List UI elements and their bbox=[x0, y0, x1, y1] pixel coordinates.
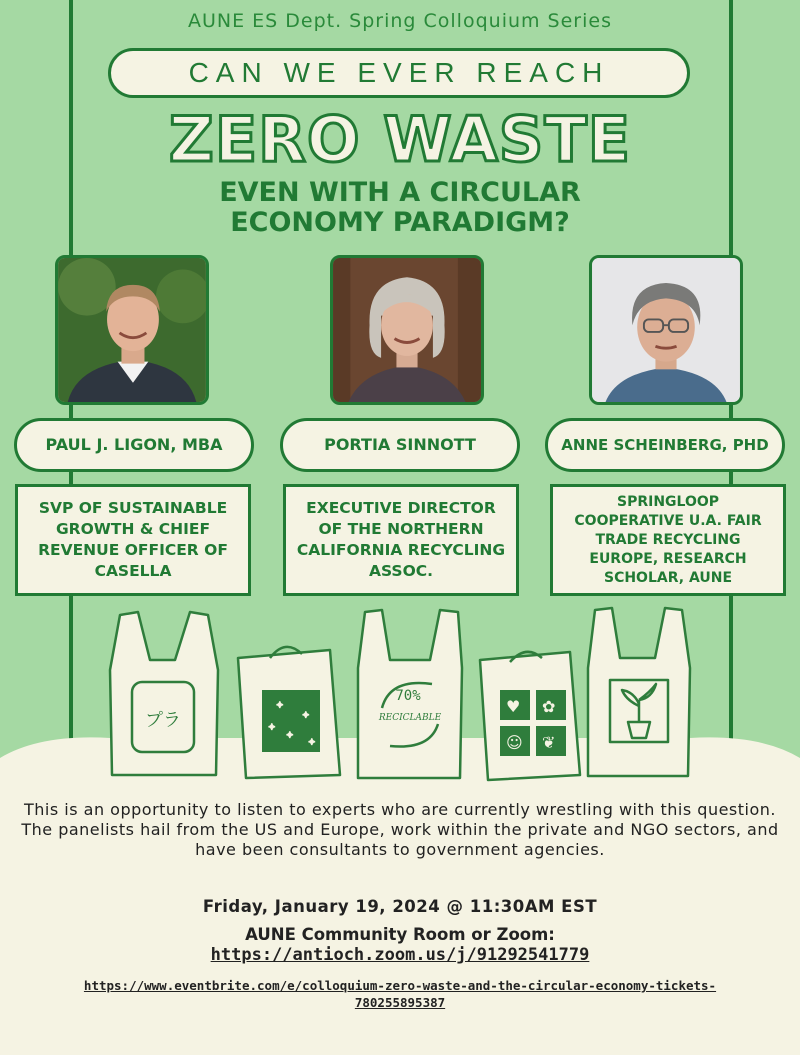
icons-bag-icon bbox=[480, 652, 580, 780]
recyclable-label: RECICLABLE bbox=[378, 713, 442, 723]
speaker-name-sinnott: PORTIA SINNOTT bbox=[280, 418, 520, 472]
starry-bag-icon bbox=[238, 647, 340, 778]
recycle-bag-icon bbox=[110, 612, 218, 775]
subheadline-line2: ECONOMY PARADIGM? bbox=[230, 207, 570, 238]
portrait-man-icon bbox=[58, 258, 206, 402]
series-title: AUNE ES Dept. Spring Colloquium Series bbox=[187, 10, 612, 32]
shopping-bags-illustration bbox=[90, 600, 710, 785]
portrait-woman-icon bbox=[333, 258, 481, 402]
recycle-percent: 70% bbox=[395, 688, 421, 704]
event-location: AUNE Community Room or Zoom: bbox=[245, 925, 555, 944]
svg-text:✦: ✦ bbox=[286, 731, 294, 741]
speaker-photo-ligon bbox=[55, 255, 209, 405]
svg-text:♥: ♥ bbox=[506, 697, 521, 716]
svg-text:❦: ❦ bbox=[542, 733, 556, 752]
svg-text:✦: ✦ bbox=[302, 711, 310, 721]
speaker-title-sinnott-text: EXECUTIVE DIRECTOR OF THE NORTHERN CALIFORNIA RECYCLING ASSOC. bbox=[296, 499, 506, 580]
headline: ZERO WASTE bbox=[168, 103, 632, 176]
speaker-name-scheinberg: ANNE SCHEINBERG, PHD bbox=[545, 418, 785, 472]
speaker-title-ligon-text: SVP OF SUSTAINABLE GROWTH & CHIEF REVENUE OFFICER OF CASELLA bbox=[38, 499, 228, 580]
zoom-link[interactable]: https://antioch.zoom.us/j/91292541779 bbox=[210, 945, 590, 965]
speaker-title-scheinberg-text: SPRINGLOOP COOPERATIVE U.A. FAIR TRADE RECYCLING EUROPE, RESEARCH SCHOLAR, AUNE bbox=[574, 493, 762, 586]
svg-text:✦: ✦ bbox=[276, 701, 284, 711]
speaker-title-sinnott bbox=[283, 484, 519, 596]
speaker-photo-sinnott bbox=[330, 255, 484, 405]
portrait-woman-glasses-icon bbox=[592, 258, 740, 402]
svg-text:✦: ✦ bbox=[308, 738, 316, 748]
event-date: Friday, January 19, 2024 @ 11:30AM EST bbox=[202, 897, 598, 916]
plant-bag-icon bbox=[588, 608, 690, 776]
speaker-name-ligon: PAUL J. LIGON, MBA bbox=[14, 418, 254, 472]
subheadline bbox=[0, 178, 800, 238]
event-description: This is an opportunity to listen to experts who are currently wrestling with this question. The panelists hail from the US and Europe, work within the private and NGO sectors, and have been consultants to government agencies. bbox=[21, 800, 779, 859]
eventbrite-link[interactable]: https://www.eventbrite.com/e/colloquium-zero-waste-and-the-circular-economy-tickets-780255895387 bbox=[83, 978, 717, 1010]
plastic-mark: プラ bbox=[145, 710, 181, 731]
speaker-title-ligon bbox=[15, 484, 251, 596]
svg-text:✦: ✦ bbox=[268, 723, 276, 733]
svg-text:✿: ✿ bbox=[542, 697, 556, 716]
subheadline-line1: EVEN WITH A CIRCULAR bbox=[219, 177, 581, 208]
speaker-photo-scheinberg bbox=[589, 255, 743, 405]
question-banner: CAN WE EVER REACH bbox=[108, 48, 690, 98]
speaker-title-scheinberg bbox=[550, 484, 786, 596]
svg-text:☺: ☺ bbox=[506, 733, 523, 752]
